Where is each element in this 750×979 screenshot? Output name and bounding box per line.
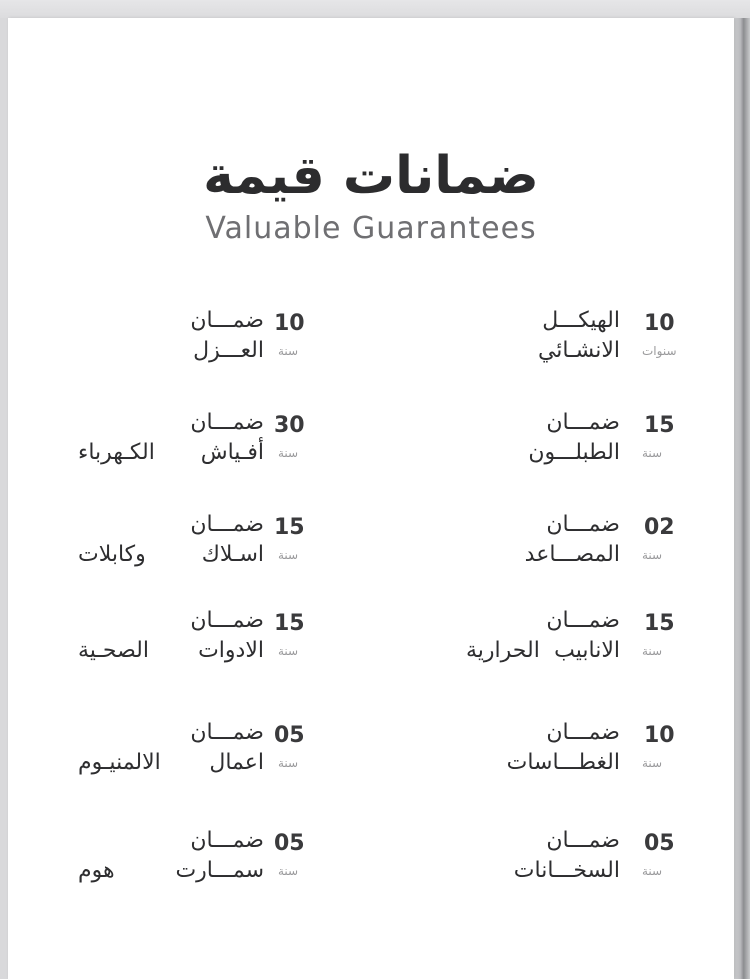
guarantee-line-2: الطبلـــون (528, 440, 620, 465)
guarantee-line-2: الغطـــاسات (506, 750, 620, 775)
guarantee-years: 15 (274, 515, 305, 540)
guarantee-item (78, 308, 308, 378)
guarantee-line-1: ضمـــان (546, 512, 620, 537)
guarantee-line-1: ضمـــان (546, 410, 620, 435)
guarantee-years: 10 (644, 311, 675, 336)
guarantee-unit: سنة (642, 548, 663, 562)
guarantee-years: 05 (644, 831, 675, 856)
guarantee-line-2: الادوات الصحـية (78, 638, 264, 663)
guarantee-line-2: الانابيب الحرارية (466, 638, 620, 663)
guarantee-item (466, 828, 750, 898)
guarantee-line-1: ضمـــان (546, 720, 620, 745)
guarantee-line-2: اسـلاك وكابلات (78, 542, 264, 567)
guarantee-line-1: ضمـــان (190, 512, 264, 537)
guarantee-line-1: ضمـــان (190, 608, 264, 633)
guarantee-unit: سنة (278, 644, 299, 658)
guarantee-line-1: ضمـــان (546, 828, 620, 853)
guarantee-item (78, 512, 308, 582)
guarantee-line-1: ضمـــان (546, 608, 620, 633)
guarantee-line-2: المصـــاعد (524, 542, 620, 567)
page-title-english: Valuable Guarantees (205, 211, 537, 246)
guarantee-unit: سنة (278, 756, 299, 770)
guarantee-years: 30 (274, 413, 305, 438)
guarantee-unit: سنة (278, 548, 299, 562)
guarantee-line-1: ضمـــان (190, 410, 264, 435)
guarantee-line-2: اعمال الالمنيـوم (78, 750, 264, 775)
guarantee-line-2: سمـــارت هوم (78, 858, 264, 883)
guarantee-item (466, 410, 750, 480)
guarantee-line-2: العـــزل (193, 338, 264, 363)
guarantee-item (466, 512, 750, 582)
guarantee-item (78, 608, 308, 678)
guarantee-item (466, 308, 750, 378)
guarantee-unit: سنة (278, 344, 299, 358)
guarantee-item (78, 720, 308, 790)
guarantee-unit: سنة (278, 446, 299, 460)
guarantee-line-2: أفـياش الكـهرباء (78, 440, 264, 465)
guarantee-years: 05 (274, 723, 305, 748)
guarantee-years: 15 (644, 413, 675, 438)
guarantee-item (466, 720, 750, 790)
guarantee-years: 10 (274, 311, 305, 336)
guarantee-years: 10 (644, 723, 675, 748)
guarantee-unit: سنة (278, 864, 299, 878)
guarantee-line-2: السخـــانات (513, 858, 620, 883)
guarantee-line-1: الهيكـــل (542, 308, 620, 333)
guarantee-item (466, 608, 750, 678)
top-strip (0, 0, 750, 18)
guarantee-line-1: ضمـــان (190, 828, 264, 853)
guarantee-unit: سنة (642, 446, 663, 460)
guarantee-line-1: ضمـــان (190, 720, 264, 745)
guarantee-unit: سنة (642, 644, 663, 658)
guarantee-unit: سنوات (642, 344, 677, 358)
document-page (8, 18, 734, 979)
page-title-arabic: ضمانات قيمة (203, 146, 539, 206)
guarantee-line-2: الانشـائي (537, 338, 620, 363)
guarantee-item (78, 410, 308, 480)
guarantee-years: 02 (644, 515, 675, 540)
guarantee-years: 15 (644, 611, 675, 636)
guarantee-item (78, 828, 308, 898)
guarantee-years: 05 (274, 831, 305, 856)
guarantee-unit: سنة (642, 864, 663, 878)
guarantee-unit: سنة (642, 756, 663, 770)
guarantee-years: 15 (274, 611, 305, 636)
guarantee-line-1: ضمـــان (190, 308, 264, 333)
